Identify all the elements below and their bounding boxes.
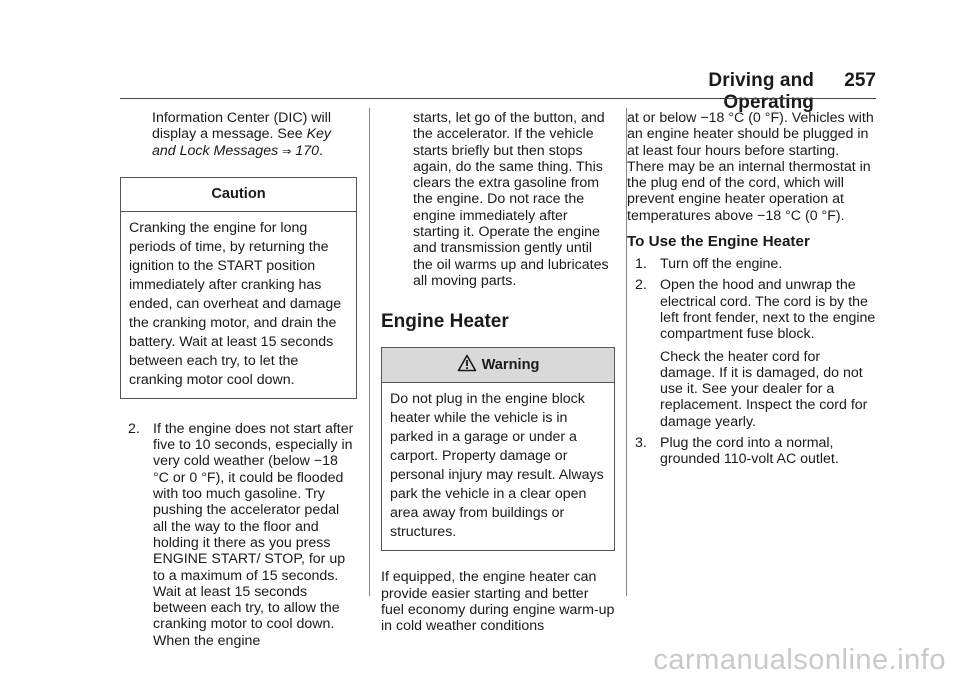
intro-end: .: [318, 142, 323, 159]
step-text: Turn off the engine.: [660, 256, 783, 273]
xref-arrow-icon: ⇒: [282, 145, 292, 158]
page-number: 257: [844, 70, 876, 91]
step-3: [627, 435, 877, 468]
engine-heater-paragraph: If equipped, the engine heater can provide easier starting and better fuel economy during engine warm-up in cold weather conditions: [381, 569, 615, 635]
column-1: [120, 110, 357, 649]
step-number: 1.: [635, 256, 647, 273]
step-sub-text: Check the heater cord for damage. If it is damaged, do not use it. See your dealer for a replacement. Inspect the cord for damage yearly.: [660, 348, 868, 430]
step-2: [120, 421, 357, 649]
warning-triangle-icon: [457, 351, 477, 385]
step-number: 2.: [635, 277, 647, 294]
continued-paragraph-3: at or below −18 °C (0 °F). Vehicles with an engine heater should be plugged in at least four hours before starting. There may be an internal thermostat in the plug end of the cord, which will prevent engine heater operation at temperatures above −18 °C (0 °F).: [627, 110, 874, 224]
caution-title: Caution: [121, 178, 356, 212]
header-rule: [120, 98, 876, 99]
intro-paragraph: [120, 110, 357, 160]
step-text: Plug the cord into a normal, grounded 110-volt AC outlet.: [660, 435, 839, 468]
column-2: [381, 110, 615, 634]
step-text: Open the hood and unwrap the electrical cord. The cord is by the left front fender, next to the engine compartment fuse block.: [660, 277, 876, 343]
warning-box: [381, 347, 615, 551]
step-number: 2.: [128, 420, 140, 437]
xref-page[interactable]: 170: [291, 142, 319, 159]
xref-key-lock-messages[interactable]: Key and Lock Messages: [152, 126, 332, 159]
caution-box: [120, 177, 357, 399]
step-text: If the engine does not start after five to 10 seconds, especially in very cold weather (below −18 °C or 0 °F), it could be flooded with too much gasoline. Try pushing the accelerator pedal all the way to the floor and holding it there as you press ENGINE START/ STOP, for up to a maximum of 15 seconds. Wait at least 15 seconds between each try, to allow the cranking motor to cool down. When the engine: [153, 420, 354, 649]
step-number: 3.: [635, 435, 647, 452]
watermark-text: carmanualsonline.info: [653, 644, 946, 676]
step-1: [627, 256, 877, 272]
sub-heading-use-engine-heater: To Use the Engine Heater: [627, 233, 810, 251]
watermark: [0, 644, 960, 677]
warning-title-bar: [382, 348, 614, 383]
continued-paragraph: starts, let go of the button, and the accelerator. If the vehicle starts briefly but then stops again, do the same thing. This clears the extra gasoline from the engine. Do not race the engine immediately after starting it. Operate the engine and transmission gently until the oil warms up and lubricates all moving parts.: [413, 110, 609, 289]
section-title: Driving and Operating: [708, 70, 814, 113]
column-divider-1: [369, 108, 370, 596]
column-3: [627, 110, 877, 468]
section-heading-engine-heater: Engine Heater: [381, 311, 509, 333]
step-2-heater: [627, 277, 877, 430]
caution-body: Cranking the engine for long periods of time, by returning the ignition to the START position immediately after cranking has ended, can overheat and damage the cranking motor, and drain the battery. Wait at least 15 seconds between each try, to let the cranking motor cool down.: [129, 219, 342, 388]
warning-title: Warning: [481, 357, 540, 374]
intro-text: Information Center (DIC) will display a message. See: [152, 110, 331, 143]
warning-body: Do not plug in the engine block heater while the vehicle is in parked in a garage or under a carport. Property damage or personal injury may result. Always park the vehicle in a clear open area away from buildings or structures.: [390, 391, 604, 541]
